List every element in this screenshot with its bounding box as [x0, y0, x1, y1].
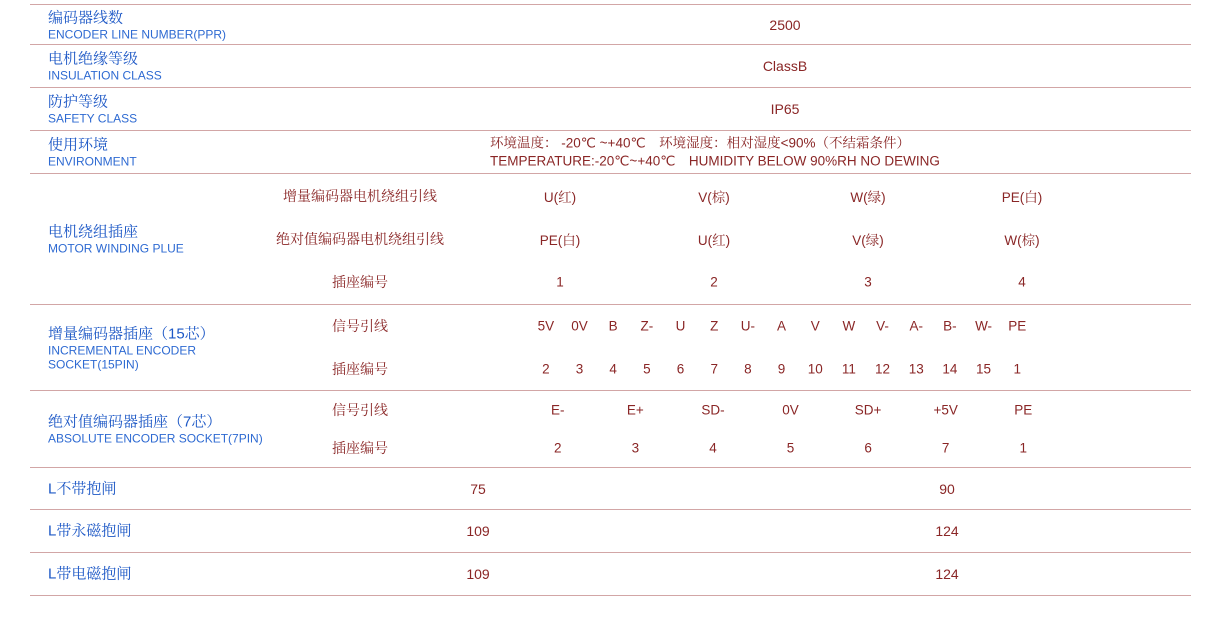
- winding-lead-value: U(红): [697, 232, 731, 248]
- row-label-en: SAFETY CLASS: [48, 111, 138, 126]
- row-label-safety-class: [48, 93, 137, 126]
- l-no-brake-value-2: 90: [939, 480, 955, 497]
- subrow-label: 插座编号: [332, 360, 388, 377]
- incremental-pin-number: 11: [841, 361, 856, 377]
- row-label-zh: L带电磁抱闸: [48, 565, 132, 583]
- row-label-en: INSULATION CLASS: [48, 68, 162, 83]
- winding-lead-value: V(绿): [852, 232, 884, 248]
- subrow-absolute-signals: [30, 391, 1191, 429]
- absolute-pin-numbers: [519, 441, 1062, 456]
- l-no-brake-value-1: 75: [470, 480, 486, 497]
- incremental-signal: W: [842, 318, 856, 334]
- table-row-l-no-brake: [30, 468, 1191, 510]
- absolute-pin-number: 4: [709, 440, 717, 456]
- incremental-pin-number: 14: [942, 361, 958, 377]
- subrow-label: 绝对值编码器电机绕组引线: [276, 230, 444, 247]
- row-label-en: ABSOLUTE ENCODER SOCKET(7PIN): [48, 431, 263, 446]
- incremental-signal: A: [777, 318, 787, 334]
- table-row-insulation-class: [30, 45, 1191, 88]
- incremental-pin-number: 8: [744, 361, 752, 377]
- absolute-pin-number: 3: [631, 440, 640, 456]
- subrow-label: 增量编码器电机绕组引线: [283, 187, 437, 204]
- spec-table: [30, 4, 1191, 596]
- motor-winding-subrows: [30, 174, 1191, 304]
- incremental-pin-number: 3: [575, 361, 584, 377]
- incremental-signal: U-: [740, 318, 755, 334]
- incremental-signal: PE: [1008, 318, 1027, 334]
- incremental-signal: 0V: [571, 318, 588, 334]
- incremental-pin-number: 12: [875, 361, 891, 377]
- row-label-zh: 编码器线数: [48, 9, 124, 26]
- row-label-l-permanent-magnet-brake: [48, 522, 131, 541]
- absolute-signal: 0V: [782, 402, 799, 418]
- environment-conditions: [490, 135, 940, 170]
- winding-lead-value: W(棕): [1004, 232, 1040, 248]
- absolute-signal: PE: [1014, 402, 1033, 418]
- incremental-signal: 5V: [537, 318, 555, 334]
- incremental-pin-number: 15: [976, 361, 992, 377]
- row-label-en: ENVIRONMENT: [48, 154, 137, 169]
- incremental-pin-number: 9: [777, 361, 786, 377]
- row-label-zh: 防护等级: [48, 93, 109, 111]
- row-label-environment: [48, 136, 137, 169]
- winding-pin-number: 3: [864, 274, 872, 290]
- absolute-signal-values: [519, 403, 1062, 418]
- winding-lead-values: [483, 229, 1099, 249]
- table-row-l-permanent-magnet-brake: [30, 510, 1191, 553]
- incremental-pin-number: 7: [710, 361, 718, 377]
- subrow-incremental-winding-leads: [30, 174, 1191, 217]
- winding-lead-value: U(红): [543, 189, 577, 205]
- winding-pin-number: 4: [1018, 274, 1026, 290]
- row-label-zh: 使用环境: [48, 136, 109, 154]
- l-em-brake-value-1: 109: [466, 566, 490, 582]
- subrow-label: 信号引线: [332, 318, 388, 335]
- row-label-l-no-brake: [48, 479, 116, 498]
- winding-pin-numbers: [483, 275, 1099, 290]
- encoder-line-number-value: 2500: [769, 16, 801, 33]
- absolute-socket-subrows: [30, 391, 1191, 467]
- subrow-label: 信号引线: [332, 402, 388, 418]
- absolute-pin-number: 6: [864, 440, 872, 456]
- row-label-en: MOTOR WINDING PLUE: [48, 241, 184, 256]
- row-label-en: SOCKET(15PIN): [48, 357, 139, 371]
- incremental-pin-number: 5: [643, 361, 651, 377]
- row-label-zh: L带永磁抱闸: [48, 522, 132, 540]
- row-label-zh: 增量编码器插座（15芯）: [48, 325, 215, 342]
- subrow-incremental-pins: [30, 348, 1191, 391]
- incremental-signal: Z-: [640, 318, 654, 334]
- environment-conditions-en: TEMPERATURE:-20℃~+40℃ HUMIDITY BELOW 90%RH NO DEWING: [490, 153, 940, 168]
- subrow-winding-pin-numbers: [30, 261, 1191, 304]
- incremental-signal: V: [810, 318, 820, 334]
- row-label-insulation-class: [48, 50, 162, 83]
- winding-pin-number: 1: [556, 274, 564, 290]
- incremental-pin-number: 10: [807, 361, 823, 377]
- absolute-pin-number: 1: [1019, 440, 1028, 456]
- incremental-pin-number: 6: [676, 361, 685, 377]
- winding-lead-values: [483, 186, 1099, 206]
- incremental-signal: U: [675, 318, 686, 334]
- row-label-zh: 电机绝缘等级: [48, 50, 139, 68]
- table-row-encoder-line-number: [30, 5, 1191, 45]
- incremental-signal: W-: [975, 318, 993, 334]
- row-label-l-electromagnetic-brake: [48, 565, 131, 584]
- row-label-encoder-line-number: [48, 8, 226, 41]
- incremental-signal: B: [608, 318, 618, 334]
- table-row-l-electromagnetic-brake: [30, 553, 1191, 596]
- row-label-zh: 电机绕组插座: [48, 223, 139, 241]
- subrow-incremental-signals: [30, 305, 1191, 348]
- incremental-pin-number: 2: [542, 361, 550, 377]
- incremental-pin-number: 1: [1013, 361, 1021, 377]
- incremental-pin-number: 4: [609, 361, 617, 377]
- incremental-pin-number: 13: [908, 361, 924, 377]
- absolute-signal: SD-: [701, 402, 725, 418]
- incremental-signal: B-: [943, 318, 957, 334]
- incremental-pin-numbers: [529, 361, 1034, 376]
- table-row-environment: [30, 131, 1191, 174]
- absolute-pin-number: 7: [941, 440, 950, 456]
- winding-lead-value: W(绿): [850, 189, 886, 205]
- absolute-signal: SD+: [854, 402, 882, 418]
- l-pm-brake-value-1: 109: [466, 523, 490, 539]
- incremental-signal: A-: [909, 318, 923, 334]
- winding-lead-value: V(棕): [698, 189, 730, 205]
- l-em-brake-value-2: 124: [935, 566, 959, 582]
- row-label-zh: L不带抱闸: [48, 480, 117, 497]
- incremental-signal: Z: [710, 318, 719, 334]
- incremental-signal: V-: [876, 318, 889, 334]
- l-pm-brake-value-2: 124: [935, 523, 959, 539]
- subrow-label: 插座编号: [332, 440, 388, 456]
- absolute-signal: E-: [551, 402, 565, 418]
- row-label-zh: 绝对值编码器插座（7芯）: [48, 413, 222, 431]
- winding-lead-value: PE(白): [539, 232, 581, 248]
- subrow-label: 插座编号: [332, 274, 388, 291]
- row-label-en: ENCODER LINE NUMBER(PPR): [48, 27, 227, 41]
- table-row-absolute-encoder-socket: [30, 391, 1191, 468]
- table-row-motor-winding-plug: [30, 174, 1191, 305]
- table-row-incremental-encoder-socket: [30, 305, 1191, 391]
- absolute-signal: +5V: [933, 402, 958, 418]
- absolute-pin-number: 5: [786, 440, 795, 456]
- insulation-class-value: ClassB: [762, 58, 808, 74]
- safety-class-value: IP65: [770, 101, 800, 117]
- incremental-signal-values: [529, 319, 1034, 334]
- subrow-absolute-winding-leads: [30, 217, 1191, 260]
- row-label-en: INCREMENTAL ENCODER: [48, 343, 197, 357]
- absolute-signal: E+: [626, 402, 644, 418]
- table-row-safety-class: [30, 88, 1191, 131]
- winding-lead-value: PE(白): [1001, 189, 1043, 205]
- environment-conditions-zh: 环境温度： -20℃ ~+40℃ 环境湿度：相对湿度<90%（不结霜条件）: [490, 135, 911, 151]
- winding-pin-number: 2: [710, 274, 718, 290]
- incremental-socket-subrows: [30, 305, 1191, 390]
- subrow-absolute-pins: [30, 429, 1191, 467]
- absolute-pin-number: 2: [554, 440, 562, 456]
